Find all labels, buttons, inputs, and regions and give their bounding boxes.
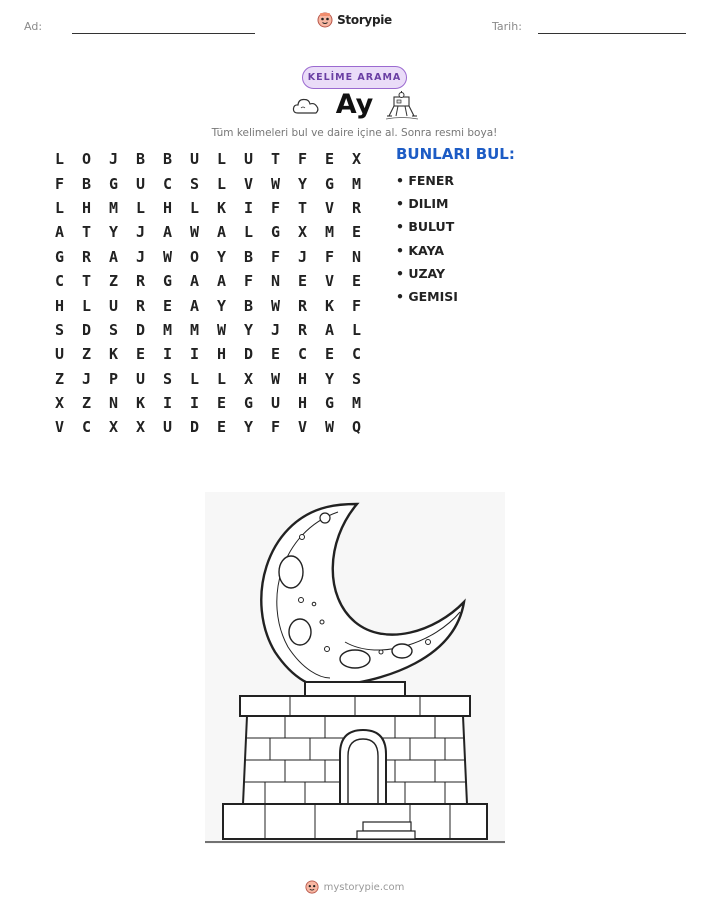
grid-letter[interactable]: L — [216, 174, 227, 193]
grid-letter[interactable]: C — [54, 272, 65, 291]
grid-letter[interactable]: H — [297, 369, 308, 388]
grid-letter[interactable]: E — [351, 223, 362, 242]
grid-letter[interactable]: S — [162, 369, 173, 388]
grid-letter[interactable]: V — [297, 418, 308, 437]
grid-letter[interactable]: I — [243, 198, 254, 217]
grid-letter[interactable]: N — [108, 394, 119, 413]
grid-letter[interactable]: H — [162, 198, 173, 217]
grid-letter[interactable]: U — [270, 394, 281, 413]
grid-letter[interactable]: U — [54, 345, 65, 364]
word-item: • KAYA — [396, 242, 445, 258]
grid-letter[interactable]: T — [270, 150, 281, 169]
word-list — [396, 172, 458, 311]
grid-letter[interactable]: H — [216, 345, 227, 364]
grid-letter[interactable]: U — [189, 150, 200, 169]
grid-letter[interactable]: E — [135, 345, 146, 364]
grid-letter[interactable]: U — [162, 418, 173, 437]
grid-letter[interactable]: X — [135, 418, 146, 437]
grid-letter[interactable]: H — [297, 394, 308, 413]
grid-letter[interactable]: U — [135, 174, 146, 193]
worksheet-type-badge: KELİME ARAMA — [302, 66, 407, 89]
grid-letter[interactable]: W — [324, 418, 335, 437]
grid-letter[interactable]: T — [297, 198, 308, 217]
word-item: • BULUT — [396, 219, 455, 235]
grid-letter[interactable]: H — [54, 296, 65, 315]
grid-letter[interactable]: I — [189, 394, 200, 413]
grid-letter[interactable]: Z — [81, 345, 92, 364]
grid-letter[interactable]: D — [189, 418, 200, 437]
grid-letter[interactable]: Y — [108, 223, 119, 242]
grid-letter[interactable]: L — [135, 198, 146, 217]
grid-letter[interactable]: T — [81, 272, 92, 291]
grid-letter[interactable]: L — [216, 150, 227, 169]
grid-letter[interactable]: W — [270, 174, 281, 193]
grid-letter[interactable]: W — [216, 320, 227, 339]
grid-letter[interactable]: L — [243, 223, 254, 242]
grid-letter[interactable]: J — [135, 247, 146, 266]
grid-letter[interactable]: X — [243, 369, 254, 388]
grid-letter[interactable]: R — [297, 320, 308, 339]
grid-letter[interactable]: H — [81, 198, 92, 217]
grid-letter[interactable]: C — [351, 345, 362, 364]
grid-letter[interactable]: X — [297, 223, 308, 242]
grid-letter[interactable]: X — [54, 394, 65, 413]
grid-letter[interactable]: Y — [297, 174, 308, 193]
grid-letter[interactable]: B — [243, 296, 254, 315]
grid-letter[interactable]: J — [270, 320, 281, 339]
grid-letter[interactable]: F — [54, 174, 65, 193]
grid-letter[interactable]: S — [351, 369, 362, 388]
grid-letter[interactable]: J — [108, 150, 119, 169]
grid-letter[interactable]: Y — [216, 247, 227, 266]
grid-letter[interactable]: E — [351, 272, 362, 291]
name-line — [72, 33, 255, 34]
grid-letter[interactable]: G — [54, 247, 65, 266]
grid-letter[interactable]: A — [216, 272, 227, 291]
grid-letter[interactable]: K — [216, 198, 227, 217]
grid-letter[interactable]: B — [162, 150, 173, 169]
grid-letter[interactable]: K — [108, 345, 119, 364]
grid-letter[interactable]: W — [270, 296, 281, 315]
storypie-logo-icon — [317, 12, 333, 28]
grid-letter[interactable]: M — [351, 174, 362, 193]
grid-letter[interactable]: C — [297, 345, 308, 364]
crescent-moon-monument-illustration — [205, 492, 505, 844]
grid-letter[interactable]: D — [243, 345, 254, 364]
grid-letter[interactable]: G — [324, 174, 335, 193]
name-label: Ad: — [24, 20, 43, 33]
grid-letter[interactable]: L — [216, 369, 227, 388]
footer-url[interactable]: mystorypie.com — [323, 881, 405, 893]
grid-letter[interactable]: A — [216, 223, 227, 242]
grid-letter[interactable]: O — [189, 247, 200, 266]
grid-letter[interactable]: B — [81, 174, 92, 193]
word-item: • FENER — [396, 173, 455, 188]
brand-name: Storypie — [337, 13, 392, 27]
grid-letter[interactable]: R — [297, 296, 308, 315]
grid-letter[interactable]: I — [189, 345, 200, 364]
word-item: • DILIM — [396, 196, 449, 212]
grid-letter[interactable]: C — [162, 174, 173, 193]
word-search-grid[interactable] — [46, 147, 370, 440]
grid-letter[interactable]: G — [162, 272, 173, 291]
grid-letter[interactable]: X — [351, 150, 362, 169]
grid-letter[interactable]: R — [351, 198, 362, 217]
grid-letter[interactable]: V — [243, 174, 254, 193]
grid-letter[interactable]: R — [135, 296, 146, 315]
grid-letter[interactable]: A — [324, 320, 335, 339]
grid-letter[interactable]: Y — [243, 418, 254, 437]
grid-letter[interactable]: B — [243, 247, 254, 266]
grid-letter[interactable]: G — [243, 394, 254, 413]
storypie-logo-icon — [305, 880, 319, 894]
grid-letter[interactable]: V — [324, 272, 335, 291]
grid-letter[interactable]: E — [324, 150, 335, 169]
grid-letter[interactable]: A — [189, 272, 200, 291]
grid-letter[interactable]: M — [189, 320, 200, 339]
grid-letter[interactable]: F — [270, 247, 281, 266]
grid-letter[interactable]: A — [162, 223, 173, 242]
grid-letter[interactable]: A — [108, 247, 119, 266]
grid-letter[interactable]: S — [189, 174, 200, 193]
grid-letter[interactable]: R — [81, 247, 92, 266]
grid-letter[interactable]: G — [108, 174, 119, 193]
grid-letter[interactable]: A — [54, 223, 65, 242]
grid-letter[interactable]: M — [108, 198, 119, 217]
grid-letter[interactable]: G — [324, 394, 335, 413]
grid-letter[interactable]: S — [108, 320, 119, 339]
grid-letter[interactable]: W — [270, 369, 281, 388]
grid-letter[interactable]: U — [135, 369, 146, 388]
grid-letter[interactable]: E — [297, 272, 308, 291]
grid-letter[interactable]: Q — [351, 418, 362, 437]
grid-letter[interactable]: R — [135, 272, 146, 291]
grid-letter[interactable]: D — [81, 320, 92, 339]
grid-letter[interactable]: E — [216, 418, 227, 437]
grid-letter[interactable]: T — [81, 223, 92, 242]
grid-letter[interactable]: A — [189, 296, 200, 315]
grid-letter[interactable]: V — [324, 198, 335, 217]
grid-letter[interactable]: X — [108, 418, 119, 437]
word-item: • GEMISI — [396, 288, 458, 304]
grid-letter[interactable]: L — [54, 150, 65, 169]
grid-letter[interactable]: N — [351, 247, 362, 266]
page-title: Ay — [335, 89, 374, 120]
grid-letter[interactable]: M — [324, 223, 335, 242]
date-label: Tarih: — [492, 20, 522, 33]
grid-letter[interactable]: Z — [81, 394, 92, 413]
grid-letter[interactable]: Z — [54, 369, 65, 388]
instructions: Tüm kelimeleri bul ve daire içine al. Sonra resmi boya! — [211, 127, 498, 139]
grid-letter[interactable]: K — [135, 394, 146, 413]
word-item: • UZAY — [396, 265, 446, 281]
grid-letter[interactable]: E — [324, 345, 335, 364]
grid-letter[interactable]: O — [81, 150, 92, 169]
grid-letter[interactable]: L — [54, 198, 65, 217]
grid-letter[interactable]: W — [189, 223, 200, 242]
grid-letter[interactable]: E — [270, 345, 281, 364]
grid-letter[interactable]: D — [135, 320, 146, 339]
grid-letter[interactable]: E — [216, 394, 227, 413]
grid-letter[interactable]: G — [270, 223, 281, 242]
brand-header — [0, 12, 709, 28]
grid-letter[interactable]: E — [162, 296, 173, 315]
word-list-title: BUNLARI BUL: — [396, 145, 515, 163]
grid-letter[interactable]: J — [297, 247, 308, 266]
grid-letter[interactable]: F — [324, 247, 335, 266]
grid-letter[interactable]: M — [162, 320, 173, 339]
grid-letter[interactable]: L — [81, 296, 92, 315]
grid-letter[interactable]: P — [108, 369, 119, 388]
grid-letter[interactable]: F — [351, 296, 362, 315]
grid-letter[interactable]: F — [297, 150, 308, 169]
date-line — [538, 33, 686, 34]
grid-letter[interactable]: W — [162, 247, 173, 266]
grid-letter[interactable]: I — [162, 394, 173, 413]
grid-letter[interactable]: F — [270, 198, 281, 217]
grid-letter[interactable]: L — [351, 320, 362, 339]
grid-letter[interactable]: S — [54, 320, 65, 339]
grid-letter[interactable]: F — [243, 272, 254, 291]
grid-letter[interactable]: I — [162, 345, 173, 364]
grid-letter[interactable]: B — [135, 150, 146, 169]
grid-letter[interactable]: J — [81, 369, 92, 388]
grid-letter[interactable]: U — [108, 296, 119, 315]
lunar-rover-icon — [386, 91, 418, 121]
grid-letter[interactable]: Y — [243, 320, 254, 339]
grid-letter[interactable]: Y — [216, 296, 227, 315]
grid-letter[interactable]: U — [243, 150, 254, 169]
grid-letter[interactable]: Y — [324, 369, 335, 388]
grid-letter[interactable]: M — [351, 394, 362, 413]
footer — [0, 880, 709, 894]
grid-letter[interactable]: F — [270, 418, 281, 437]
grid-letter[interactable]: V — [54, 418, 65, 437]
grid-letter[interactable]: C — [81, 418, 92, 437]
grid-letter[interactable]: L — [189, 198, 200, 217]
grid-letter[interactable]: L — [189, 369, 200, 388]
grid-letter[interactable]: K — [324, 296, 335, 315]
grid-letter[interactable]: Z — [108, 272, 119, 291]
grid-letter[interactable]: N — [270, 272, 281, 291]
grid-letter[interactable]: J — [135, 223, 146, 242]
